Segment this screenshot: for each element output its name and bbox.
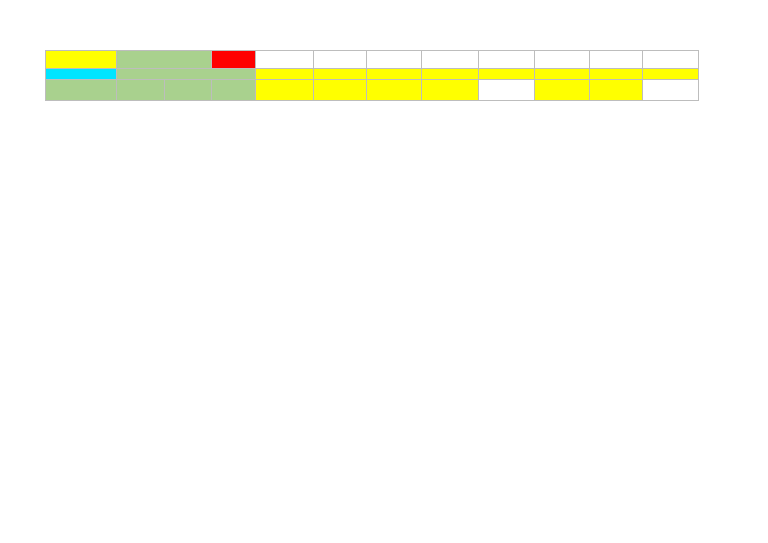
date-range	[643, 69, 699, 80]
subject-header	[314, 51, 367, 69]
due-date	[422, 80, 479, 101]
due-date	[590, 80, 643, 101]
date-range	[422, 69, 479, 80]
class-header	[212, 80, 256, 101]
warning-header	[117, 80, 165, 101]
header-row-columns	[46, 80, 699, 101]
subject-header	[367, 51, 422, 69]
date-range	[314, 69, 367, 80]
due-date	[535, 80, 590, 101]
due-date	[314, 80, 367, 101]
subject-header	[256, 51, 314, 69]
header-row-ranges	[46, 69, 699, 80]
due-date	[643, 80, 699, 101]
name-header-filler	[46, 80, 117, 101]
homework-status-table	[45, 50, 699, 101]
due-date	[479, 80, 535, 101]
adno-header	[165, 80, 212, 101]
subject-header	[535, 51, 590, 69]
subject-header	[643, 51, 699, 69]
date-range	[479, 69, 535, 80]
subject-header	[422, 51, 479, 69]
date-range	[535, 69, 590, 80]
date-range	[367, 69, 422, 80]
legend-filler	[117, 69, 256, 80]
legend-non-submission	[46, 69, 117, 80]
due-date	[256, 80, 314, 101]
due-date	[367, 80, 422, 101]
header-row-legend	[46, 51, 699, 69]
date-range	[590, 69, 643, 80]
legend-incomplete	[46, 51, 117, 69]
legend-not-submitted	[212, 51, 256, 69]
subject-header	[479, 51, 535, 69]
legend-complete	[117, 51, 212, 69]
date-range	[256, 69, 314, 80]
subject-header	[590, 51, 643, 69]
